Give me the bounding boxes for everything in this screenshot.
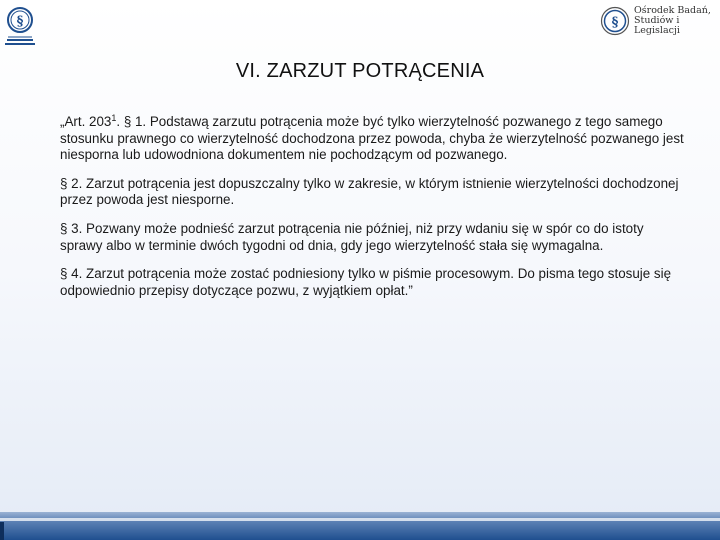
- paragraph-seal-icon: [2, 4, 38, 46]
- slide-title: VI. ZARZUT POTRĄCENIA: [235, 60, 485, 82]
- paragraph-seal-icon: [600, 6, 630, 36]
- paragraph-1-text: . § 1. Podstawą zarzutu potrącenia może być tylko wierzytelność pozwanego z tego samego stosunku prawnego co wierzytelność dochodzona przez powoda, chyba że wierzytelność pozwanego jest niesporna lub udowodniona dokumentem nie pochodzącym od pozwanego.: [60, 114, 684, 163]
- right-logo: [600, 4, 718, 38]
- paragraph-4: § 4. Zarzut potrącenia może zostać podniesiony tylko w piśmie procesowym. Do pisma tego stosuje się odpowiednio przepisy dotyczące pozwu, z wyjątkiem opłat.”: [60, 266, 672, 298]
- slide-body: [60, 114, 684, 311]
- article-prefix: „Art. 203: [60, 114, 112, 129]
- svg-text:§: §: [16, 14, 24, 29]
- footer-bar: [0, 512, 720, 540]
- paragraph-3: § 3. Pozwany może podnieść zarzut potrącenia nie później, niż przy wdaniu się w spór co do istoty sprawy albo w terminie dwóch tygodni od dnia, gdy jego wierzytelność stała się wymagalna.: [60, 220, 644, 253]
- left-logo: [2, 4, 38, 46]
- article-superscript: 1: [111, 113, 117, 123]
- footer-stripe: [0, 518, 720, 521]
- footer-edge: [0, 522, 4, 540]
- paragraph-2: § 2. Zarzut potrącenia jest dopuszczalny tylko w zakresie, w którym istnienie wierzytelności dochodzonej przez powoda jest niesporne.: [60, 175, 679, 208]
- paragraph-1: [60, 114, 684, 164]
- org-name: Ośrodek Badań, Studiów i Legislacji: [634, 5, 711, 36]
- svg-text:§: §: [611, 15, 619, 30]
